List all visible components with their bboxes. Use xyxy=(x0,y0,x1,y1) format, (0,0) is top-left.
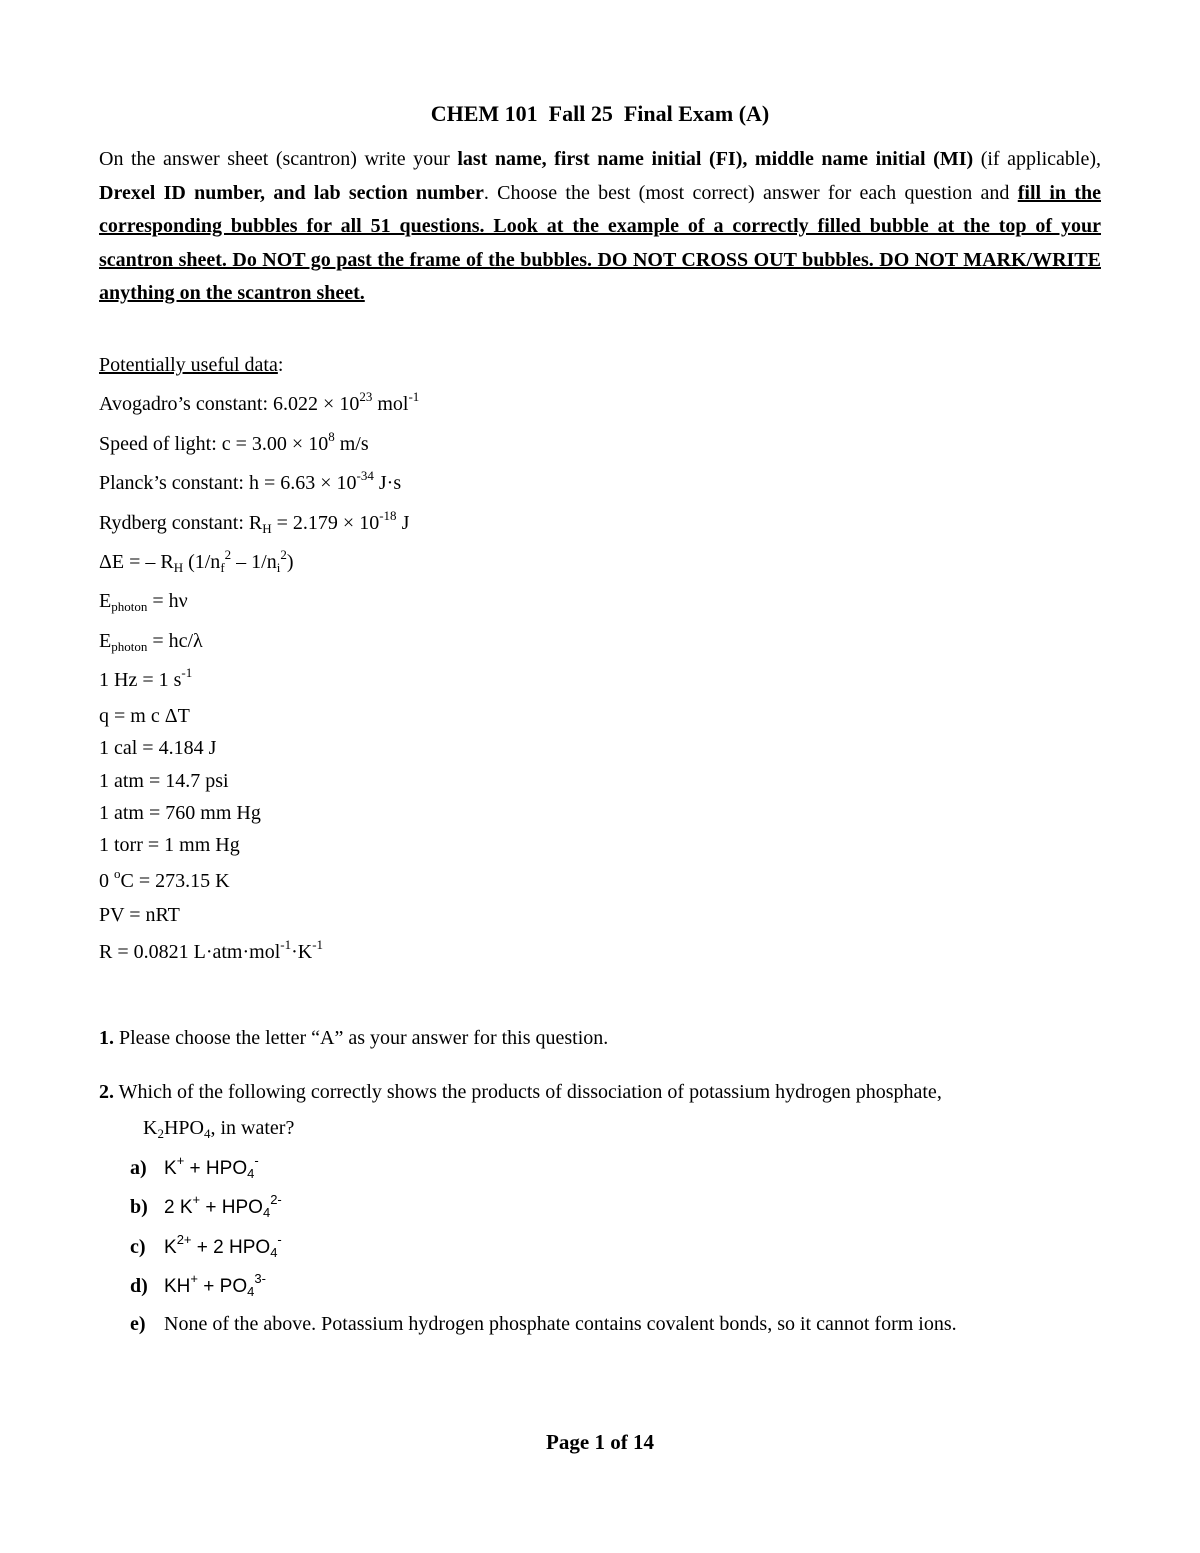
light-unit: m/s xyxy=(334,433,369,455)
avogadro-unit-exp: -1 xyxy=(408,389,420,404)
option-d-sub: 4 xyxy=(247,1284,255,1299)
r-exp2: -1 xyxy=(312,937,324,952)
instructions-text-1: On the answer sheet (scantron) write your xyxy=(99,148,458,170)
ephoton-hc-b: = hc/λ xyxy=(147,630,203,652)
rydberg-exp: -18 xyxy=(379,508,397,523)
option-a-s2: - xyxy=(254,1153,259,1168)
delta-e-c: – 1/n xyxy=(231,551,277,573)
delta-e-a: ΔE = – R xyxy=(99,551,174,573)
option-d-p1: KH xyxy=(164,1276,191,1297)
delta-e-d: ) xyxy=(286,551,294,573)
delta-e-b: (1/n xyxy=(183,551,221,573)
instructions-bold-2: Drexel ID number, and lab section number xyxy=(99,181,484,204)
q2-cont-a: K xyxy=(143,1117,158,1139)
atm-psi-conversion: 1 atm = 14.7 psi xyxy=(99,770,229,792)
question-2-text: Which of the following correctly shows the products of dissociation of potassium hydrogen phosphate, xyxy=(114,1081,942,1103)
light-label: Speed of light: c = 3.00 × 10 xyxy=(99,433,329,455)
light-exp: 8 xyxy=(328,429,335,444)
avogadro-constant xyxy=(99,389,420,416)
zero-c-degree: o xyxy=(114,866,121,881)
zero-c-a: 0 xyxy=(99,870,114,892)
speed-of-light xyxy=(99,429,369,456)
option-c-formula xyxy=(164,1232,282,1260)
delta-e-sup-i: 2 xyxy=(280,547,287,562)
instructions-text-2: (if applicable), xyxy=(973,148,1101,170)
useful-data-heading-text: Potentially useful data xyxy=(99,354,278,376)
planck-constant xyxy=(99,468,402,495)
delta-e-sup-f: 2 xyxy=(224,547,232,562)
instructions-text-3: . Choose the best (most correct) answer for each question and xyxy=(483,181,1018,204)
question-2-option-d xyxy=(130,1271,266,1299)
exam-title: CHEM 101 Fall 25 Final Exam (A) xyxy=(430,101,770,126)
option-c-s1: 2+ xyxy=(176,1232,192,1247)
ephoton-hc-a: E xyxy=(99,630,112,652)
q2-cont-sub1: 2 xyxy=(157,1126,164,1141)
ephoton-hv xyxy=(99,590,188,613)
question-2-number: 2. xyxy=(99,1081,114,1103)
option-a-p1: K xyxy=(164,1158,177,1179)
question-2 xyxy=(99,1074,1101,1146)
instructions-bold-1: last name, first name initial (FI), middle name initial (MI) xyxy=(457,148,974,170)
avogadro-label: Avogadro’s constant: 6.022 × 10 xyxy=(99,393,360,415)
rydberg-label: Rydberg constant: R xyxy=(99,512,263,534)
delta-e-formula xyxy=(99,547,294,575)
calorie-conversion: 1 cal = 4.184 J xyxy=(99,737,217,759)
rydberg-mid: = 2.179 × 10 xyxy=(271,512,380,534)
gas-constant xyxy=(99,937,324,964)
option-c-sub: 4 xyxy=(270,1245,278,1260)
option-b-label: b) xyxy=(130,1196,148,1218)
option-e-text: None of the above. Potassium hydrogen phosphate contains covalent bonds, so it cannot form ions. xyxy=(164,1313,957,1335)
ephoton-hv-b: = hν xyxy=(147,590,188,612)
delta-e-sub-i: i xyxy=(276,560,281,575)
planck-label: Planck’s constant: h = 6.63 × 10 xyxy=(99,472,357,494)
planck-unit: J·s xyxy=(373,472,402,494)
hz-a: 1 Hz = 1 s xyxy=(99,669,182,691)
hz-exp: -1 xyxy=(181,665,193,680)
option-d-s2: 3- xyxy=(254,1271,266,1286)
ephoton-hc xyxy=(99,630,203,653)
option-a-p2: + HPO xyxy=(184,1158,248,1179)
rydberg-constant xyxy=(99,508,410,536)
q2-cont-b: HPO xyxy=(163,1117,204,1139)
r-b: ·K xyxy=(291,941,313,963)
question-2-option-b xyxy=(130,1192,282,1220)
option-c-p2: + 2 HPO xyxy=(191,1237,271,1258)
option-c-s2: - xyxy=(277,1232,282,1247)
planck-exp: -34 xyxy=(356,468,374,483)
question-2-option-e xyxy=(130,1313,957,1336)
zero-c-b: C = 273.15 K xyxy=(120,870,230,892)
question-1-text: Please choose the letter “A” as your answer for this question. xyxy=(114,1027,609,1049)
celsius-kelvin-conversion xyxy=(99,866,230,893)
q2-cont-c: , in water? xyxy=(210,1117,295,1139)
question-2-option-a xyxy=(130,1153,259,1181)
question-1-number: 1. xyxy=(99,1027,114,1049)
useful-data-heading xyxy=(99,354,283,377)
option-d-formula xyxy=(164,1271,266,1299)
ephoton-hv-a: E xyxy=(99,590,112,612)
option-a-label: a) xyxy=(130,1157,147,1179)
q2-cont-sub2: 4 xyxy=(203,1126,211,1141)
ideal-gas-law: PV = nRT xyxy=(99,904,180,926)
hertz-definition xyxy=(99,665,193,692)
r-exp1: -1 xyxy=(280,937,292,952)
option-b-formula xyxy=(164,1192,282,1220)
option-b-s1: + xyxy=(192,1192,201,1207)
instructions-underlined: fill in the corresponding bubbles for all 51 questions. Look at the example of a correctly filled bubble at the top of your scantron sheet. Do NOT go past the frame of the bubbles. DO NOT CROSS OUT bubbles. DO NOT MARK/WRITE anything on the scantron sheet. xyxy=(99,181,1102,304)
heat-formula: q = m c ΔT xyxy=(99,705,190,727)
option-b-s2: 2- xyxy=(270,1192,282,1207)
atm-mmhg-conversion: 1 atm = 760 mm Hg xyxy=(99,802,261,824)
option-b-p1: 2 K xyxy=(164,1197,193,1218)
ephoton-hv-sub: photon xyxy=(111,599,148,614)
avogadro-exp: 23 xyxy=(359,389,373,404)
r-a: R = 0.0821 L·atm·mol xyxy=(99,941,281,963)
option-d-s1: + xyxy=(190,1271,198,1286)
option-b-sub: 4 xyxy=(262,1205,271,1220)
useful-data-heading-colon: : xyxy=(277,354,284,376)
page-number: Page 1 of 14 xyxy=(546,1430,654,1454)
option-a-formula xyxy=(164,1153,259,1181)
rydberg-unit: J xyxy=(396,512,410,534)
ephoton-hc-sub: photon xyxy=(111,639,148,654)
option-c-label: c) xyxy=(130,1236,146,1258)
option-a-s1: + xyxy=(176,1153,185,1168)
option-a-sub: 4 xyxy=(247,1166,255,1181)
instructions-paragraph xyxy=(99,143,1101,311)
option-d-p2: + PO xyxy=(198,1276,248,1297)
option-b-p2: + HPO xyxy=(200,1197,263,1218)
option-e-label: e) xyxy=(130,1313,146,1335)
question-1 xyxy=(99,1027,608,1050)
torr-conversion: 1 torr = 1 mm Hg xyxy=(99,834,240,856)
delta-e-sub-f: f xyxy=(220,560,225,575)
option-c-p1: K xyxy=(164,1237,177,1258)
question-2-continuation xyxy=(99,1110,1101,1146)
option-d-label: d) xyxy=(130,1275,148,1297)
rydberg-sub: H xyxy=(262,521,272,536)
question-2-option-c xyxy=(130,1232,282,1260)
delta-e-sub-h: H xyxy=(173,560,184,575)
avogadro-unit: mol xyxy=(372,393,409,415)
